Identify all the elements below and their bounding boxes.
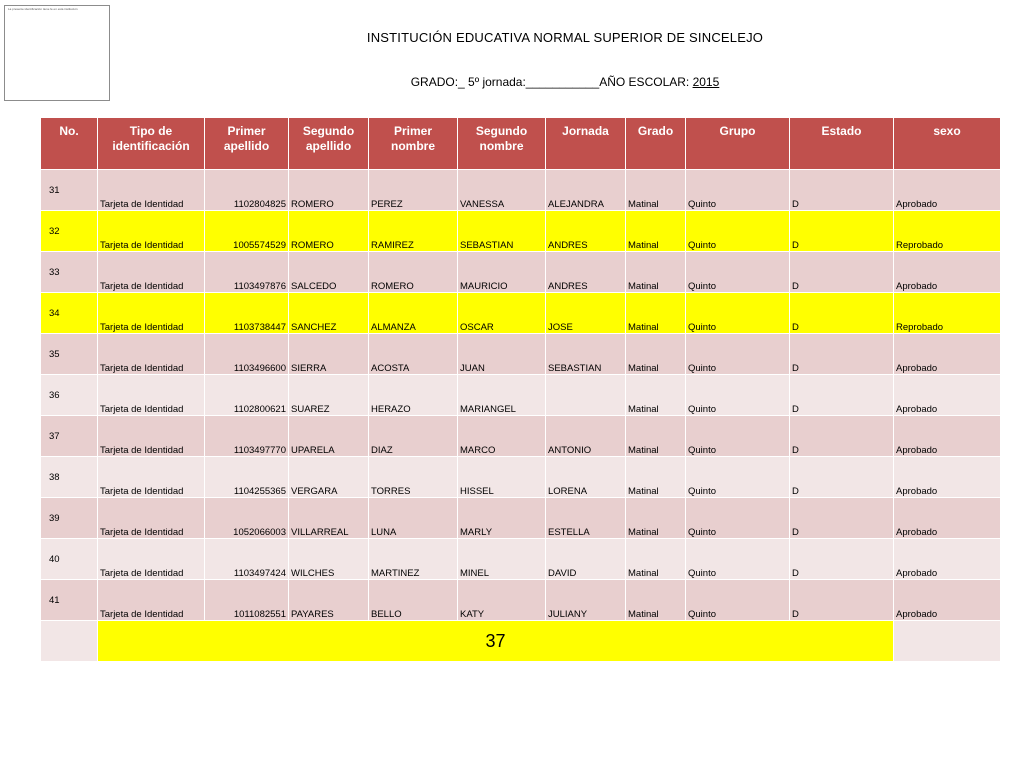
cell-no: 31 — [41, 170, 98, 211]
cell-primer-nombre: SEBASTIAN — [458, 211, 546, 252]
table-row — [41, 375, 1001, 416]
cell-tipo: Tarjeta de Identidad — [98, 334, 205, 375]
grade-label: GRADO:_ 5º jornada:___________AÑO ESCOLAR: — [410, 75, 693, 89]
student-table — [40, 117, 1001, 662]
cell-grado: Quinto — [686, 580, 790, 621]
cell-primer-apellido: ROMERO — [289, 211, 369, 252]
cell-grado: Quinto — [686, 416, 790, 457]
school-year: 2015 — [692, 75, 720, 89]
col-header-primer-apellido: Primer apellido — [205, 118, 289, 170]
cell-segundo-nombre: JOSE — [546, 293, 626, 334]
logo-caption: La presente identificación tiene fe en esta institución — [8, 7, 78, 11]
cell-primer-apellido: SANCHEZ — [289, 293, 369, 334]
cell-grado: Quinto — [686, 293, 790, 334]
cell-grupo: D — [790, 170, 894, 211]
cell-primer-apellido: SIERRA — [289, 334, 369, 375]
cell-id-number: 1011082551 — [205, 580, 289, 621]
cell-id-number: 1103497424 — [205, 539, 289, 580]
cell-no: 39 — [41, 498, 98, 539]
col-header-tipo: Tipo de identificación — [98, 118, 205, 170]
cell-grupo: D — [790, 539, 894, 580]
page-title: INSTITUCIÓN EDUCATIVA NORMAL SUPERIOR DE SINCELEJO — [366, 30, 764, 45]
cell-grupo: D — [790, 457, 894, 498]
cell-id-number: 1103497770 — [205, 416, 289, 457]
cell-grupo: D — [790, 498, 894, 539]
cell-primer-apellido: WILCHES — [289, 539, 369, 580]
cell-no: 41 — [41, 580, 98, 621]
col-header-segundo-apellido: Segundo apellido — [289, 118, 369, 170]
cell-id-number: 1103497876 — [205, 252, 289, 293]
cell-tipo: Tarjeta de Identidad — [98, 375, 205, 416]
cell-segundo-apellido: RAMIREZ — [369, 211, 458, 252]
cell-estado: Reprobado — [894, 293, 1001, 334]
table-row — [41, 211, 1001, 252]
cell-no: 37 — [41, 416, 98, 457]
cell-segundo-apellido: ACOSTA — [369, 334, 458, 375]
total-spacer — [41, 621, 98, 662]
logo-placeholder — [4, 5, 110, 101]
cell-segundo-apellido: HERAZO — [369, 375, 458, 416]
total-count: 37 — [98, 621, 894, 662]
cell-tipo: Tarjeta de Identidad — [98, 170, 205, 211]
cell-primer-apellido: SUAREZ — [289, 375, 369, 416]
cell-tipo: Tarjeta de Identidad — [98, 580, 205, 621]
cell-jornada: Matinal — [626, 416, 686, 457]
cell-segundo-apellido: BELLO — [369, 580, 458, 621]
cell-primer-apellido: ROMERO — [289, 170, 369, 211]
cell-estado: Aprobado — [894, 457, 1001, 498]
cell-grado: Quinto — [686, 498, 790, 539]
col-header-estado: Estado — [790, 118, 894, 170]
cell-segundo-nombre: ESTELLA — [546, 498, 626, 539]
grade-line — [300, 75, 830, 89]
cell-segundo-nombre: ALEJANDRA — [546, 170, 626, 211]
total-spacer-right — [894, 621, 1001, 662]
cell-grado: Quinto — [686, 252, 790, 293]
cell-estado: Reprobado — [894, 211, 1001, 252]
col-header-grado: Grado — [626, 118, 686, 170]
table-row — [41, 498, 1001, 539]
cell-tipo: Tarjeta de Identidad — [98, 252, 205, 293]
cell-no: 34 — [41, 293, 98, 334]
cell-id-number: 1005574529 — [205, 211, 289, 252]
cell-segundo-nombre: ANDRES — [546, 252, 626, 293]
cell-tipo: Tarjeta de Identidad — [98, 211, 205, 252]
table-body — [41, 170, 1001, 662]
cell-jornada: Matinal — [626, 539, 686, 580]
cell-estado: Aprobado — [894, 170, 1001, 211]
cell-estado: Aprobado — [894, 498, 1001, 539]
table-row — [41, 252, 1001, 293]
cell-primer-nombre: VANESSA — [458, 170, 546, 211]
cell-segundo-nombre — [546, 375, 626, 416]
cell-no: 36 — [41, 375, 98, 416]
cell-primer-apellido: VERGARA — [289, 457, 369, 498]
cell-segundo-nombre: DAVID — [546, 539, 626, 580]
cell-primer-nombre: MINEL — [458, 539, 546, 580]
cell-tipo: Tarjeta de Identidad — [98, 457, 205, 498]
cell-jornada: Matinal — [626, 375, 686, 416]
cell-jornada: Matinal — [626, 293, 686, 334]
table-row — [41, 539, 1001, 580]
cell-id-number: 1052066003 — [205, 498, 289, 539]
table-row — [41, 457, 1001, 498]
cell-grupo: D — [790, 375, 894, 416]
table-header — [41, 118, 1001, 170]
cell-id-number: 1103496600 — [205, 334, 289, 375]
cell-estado: Aprobado — [894, 252, 1001, 293]
cell-grado: Quinto — [686, 211, 790, 252]
cell-primer-nombre: MARCO — [458, 416, 546, 457]
cell-segundo-nombre: ANTONIO — [546, 416, 626, 457]
cell-no: 33 — [41, 252, 98, 293]
cell-segundo-nombre: JULIANY — [546, 580, 626, 621]
cell-id-number: 1102804825 — [205, 170, 289, 211]
cell-grupo: D — [790, 416, 894, 457]
cell-estado: Aprobado — [894, 375, 1001, 416]
cell-grado: Quinto — [686, 539, 790, 580]
cell-primer-apellido: VILLARREAL — [289, 498, 369, 539]
cell-jornada: Matinal — [626, 334, 686, 375]
cell-segundo-apellido: DIAZ — [369, 416, 458, 457]
cell-grado: Quinto — [686, 375, 790, 416]
total-row — [41, 621, 1001, 662]
cell-grupo: D — [790, 252, 894, 293]
cell-jornada: Matinal — [626, 211, 686, 252]
col-header-jornada: Jornada — [546, 118, 626, 170]
cell-segundo-apellido: PEREZ — [369, 170, 458, 211]
cell-segundo-nombre: SEBASTIAN — [546, 334, 626, 375]
cell-tipo: Tarjeta de Identidad — [98, 293, 205, 334]
table-row — [41, 334, 1001, 375]
cell-no: 35 — [41, 334, 98, 375]
cell-no: 38 — [41, 457, 98, 498]
cell-no: 40 — [41, 539, 98, 580]
cell-estado: Aprobado — [894, 334, 1001, 375]
cell-grupo: D — [790, 580, 894, 621]
cell-primer-nombre: HISSEL — [458, 457, 546, 498]
cell-primer-nombre: MARLY — [458, 498, 546, 539]
cell-segundo-apellido: MARTINEZ — [369, 539, 458, 580]
cell-primer-nombre: JUAN — [458, 334, 546, 375]
col-header-segundo-nombre: Segundo nombre — [458, 118, 546, 170]
cell-jornada: Matinal — [626, 580, 686, 621]
cell-jornada: Matinal — [626, 498, 686, 539]
cell-segundo-apellido: ALMANZA — [369, 293, 458, 334]
cell-estado: Aprobado — [894, 539, 1001, 580]
col-header-primer-nombre: Primer nombre — [369, 118, 458, 170]
cell-primer-apellido: PAYARES — [289, 580, 369, 621]
cell-segundo-nombre: LORENA — [546, 457, 626, 498]
col-header-sexo: sexo — [894, 118, 1001, 170]
cell-jornada: Matinal — [626, 170, 686, 211]
col-header-grupo: Grupo — [686, 118, 790, 170]
cell-tipo: Tarjeta de Identidad — [98, 539, 205, 580]
cell-primer-nombre: MAURICIO — [458, 252, 546, 293]
cell-grado: Quinto — [686, 457, 790, 498]
table-row — [41, 293, 1001, 334]
cell-jornada: Matinal — [626, 457, 686, 498]
table-row — [41, 170, 1001, 211]
cell-primer-apellido: UPARELA — [289, 416, 369, 457]
cell-no: 32 — [41, 211, 98, 252]
col-header-no: No. — [41, 118, 98, 170]
cell-segundo-apellido: ROMERO — [369, 252, 458, 293]
table-row — [41, 416, 1001, 457]
cell-segundo-nombre: ANDRES — [546, 211, 626, 252]
cell-estado: Aprobado — [894, 580, 1001, 621]
cell-primer-nombre: OSCAR — [458, 293, 546, 334]
cell-grado: Quinto — [686, 170, 790, 211]
cell-id-number: 1103738447 — [205, 293, 289, 334]
cell-segundo-apellido: LUNA — [369, 498, 458, 539]
cell-primer-nombre: MARIANGEL — [458, 375, 546, 416]
cell-jornada: Matinal — [626, 252, 686, 293]
cell-grupo: D — [790, 334, 894, 375]
table-row — [41, 580, 1001, 621]
cell-tipo: Tarjeta de Identidad — [98, 416, 205, 457]
cell-segundo-apellido: TORRES — [369, 457, 458, 498]
cell-grado: Quinto — [686, 334, 790, 375]
cell-id-number: 1102800621 — [205, 375, 289, 416]
cell-estado: Aprobado — [894, 416, 1001, 457]
cell-grupo: D — [790, 293, 894, 334]
cell-primer-nombre: KATY — [458, 580, 546, 621]
cell-id-number: 1104255365 — [205, 457, 289, 498]
cell-tipo: Tarjeta de Identidad — [98, 498, 205, 539]
cell-grupo: D — [790, 211, 894, 252]
cell-primer-apellido: SALCEDO — [289, 252, 369, 293]
